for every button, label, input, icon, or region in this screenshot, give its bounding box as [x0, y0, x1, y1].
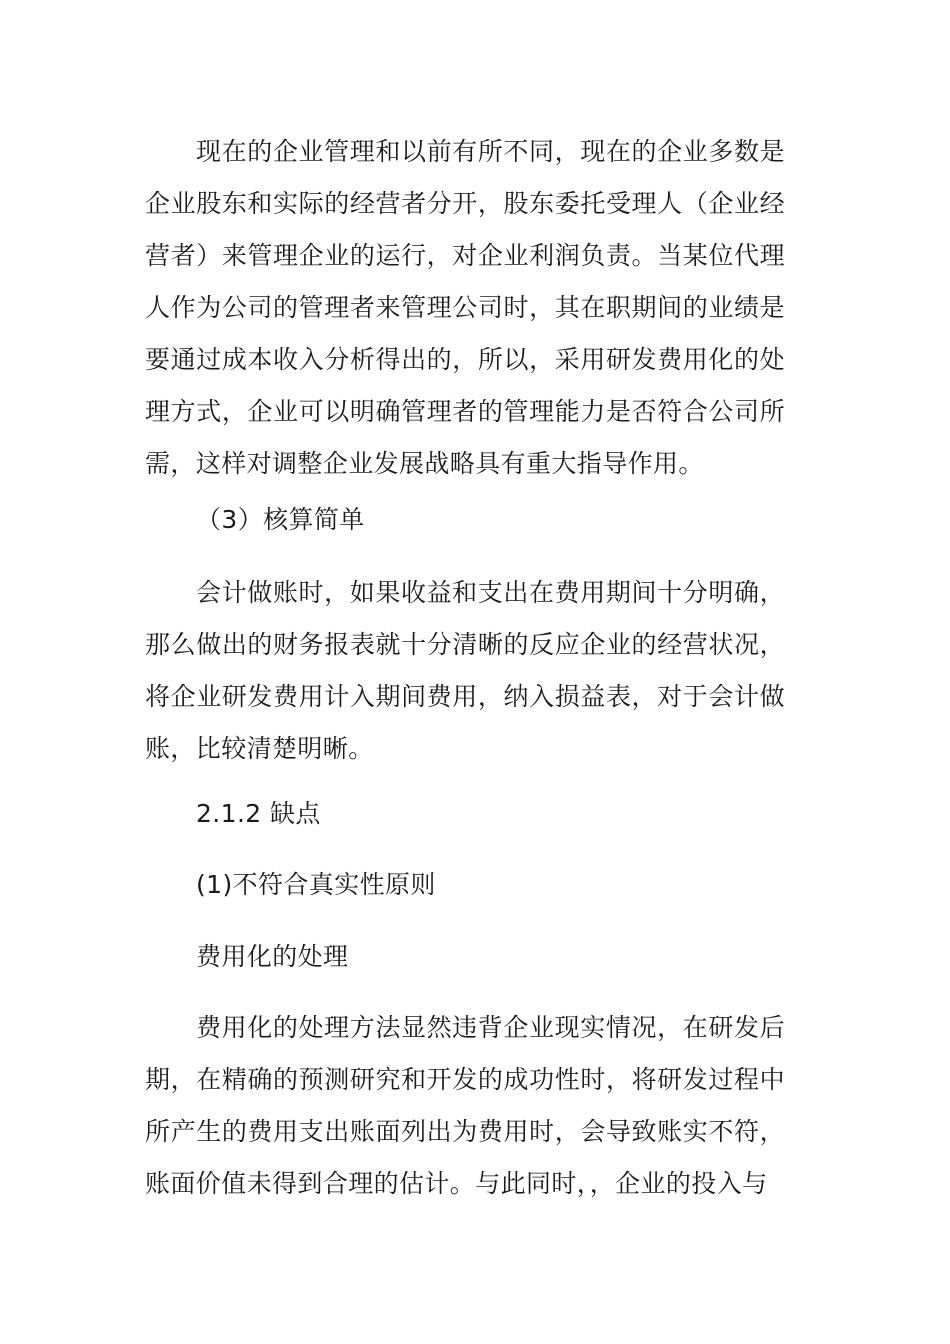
- body-paragraph: 会计做账时，如果收益和支出在费用期间十分明确，那么做出的财务报表就十分清晰的反应企业的经营状况，将企业研发费用计入期间费用，纳入损益表，对于会计做账，比较清楚明晰。: [145, 578, 785, 763]
- section-heading: 2.1.2 缺点: [196, 799, 321, 828]
- section-heading: (1)不符合真实性原则: [196, 870, 436, 899]
- section-heading: （3）核算简单: [196, 505, 365, 534]
- section-heading: 费用化的处理: [196, 942, 349, 971]
- body-paragraph: 现在的企业管理和以前有所不同，现在的企业多数是企业股东和实际的经营者分开，股东委托受理人（企业经营者）来管理企业的运行，对企业利润负责。当某位代理人作为公司的管理者来管理公司时，其在职期间的业绩是要通过成本收入分析得出的，所以，采用研发费用化的处理方式，企业可以明确管理者的管理能力是否符合公司所需，这样对调整企业发展战略具有重大指导作用。: [145, 137, 785, 478]
- body-paragraph: 费用化的处理方法显然违背企业现实情况，在研发后期，在精确的预测研究和开发的成功性时，将研发过程中所产生的费用支出账面列出为费用时，会导致账实不符，账面价值未得到合理的估计。与此同时，，企业的投入与: [145, 1013, 785, 1198]
